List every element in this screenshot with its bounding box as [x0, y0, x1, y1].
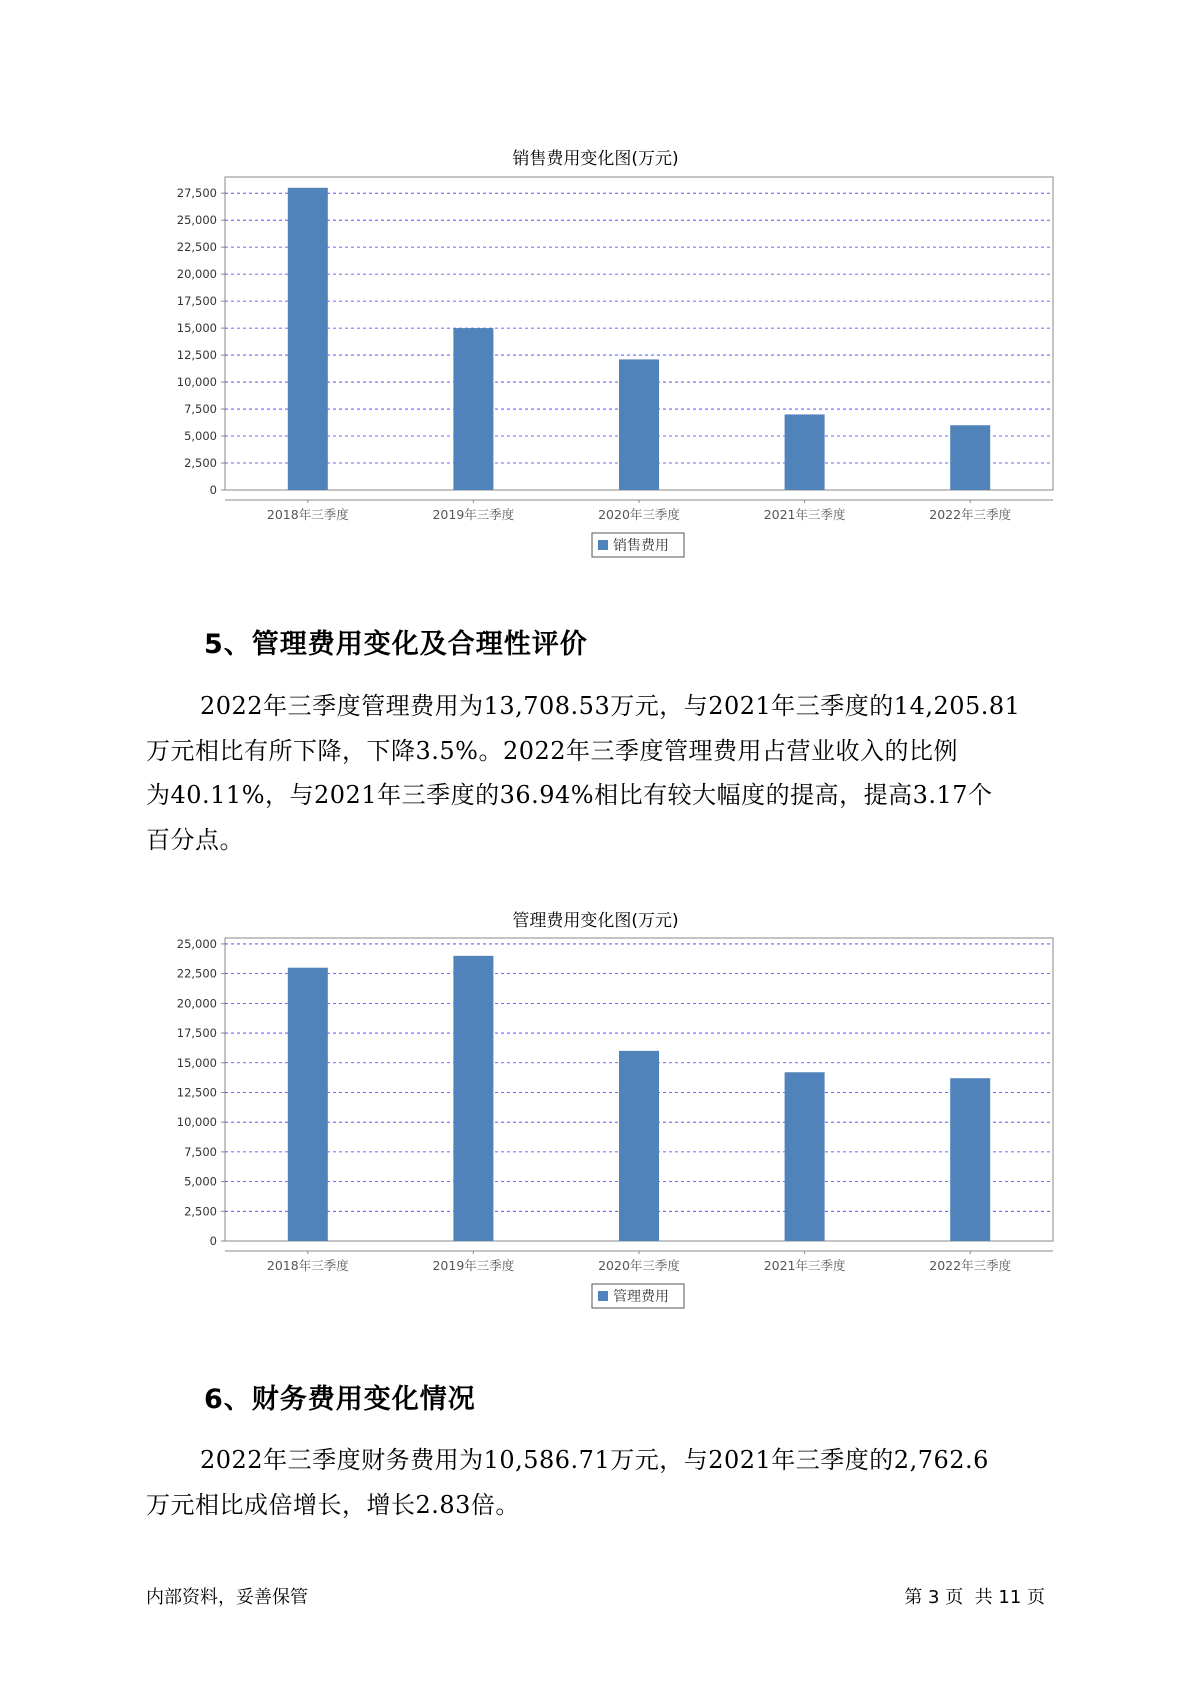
- y-tick-label: 2,500: [184, 1204, 217, 1219]
- bar: [950, 425, 990, 490]
- y-tick-label: 20,000: [176, 267, 217, 282]
- paragraph-line: 百分点。: [146, 825, 244, 854]
- y-tick-label: 17,500: [176, 294, 217, 309]
- bar: [453, 956, 493, 1241]
- x-tick-label: 2019年三季度: [432, 1258, 515, 1273]
- legend-label: 销售费用: [613, 538, 669, 554]
- y-tick-label: 25,000: [176, 213, 217, 228]
- bar: [785, 414, 825, 490]
- x-tick-label: 2020年三季度: [598, 507, 680, 522]
- section-heading-management-expense: 5、管理费用变化及合理性评价: [204, 629, 588, 660]
- bar: [453, 328, 493, 490]
- x-tick-label: 2022年三季度: [929, 1258, 1012, 1273]
- footer-confidential-note: 内部资料，妥善保管: [146, 1587, 308, 1608]
- y-tick-label: 10,000: [176, 1115, 217, 1130]
- management-expense-chart: [160, 936, 1060, 1346]
- y-tick-label: 2,500: [184, 456, 217, 471]
- bar: [619, 359, 659, 490]
- paragraph-line: 2022年三季度管理费用为13,708.53万元，与2021年三季度的14,205.81: [200, 692, 1021, 720]
- y-tick-label: 17,500: [176, 1026, 217, 1041]
- section-heading-finance-expense: 6、财务费用变化情况: [204, 1384, 476, 1415]
- y-tick-label: 12,500: [176, 1085, 217, 1100]
- y-tick-label: 25,000: [176, 936, 217, 951]
- y-tick-label: 5,000: [184, 429, 217, 444]
- y-tick-label: 15,000: [176, 1055, 217, 1070]
- y-tick-label: 15,000: [176, 321, 217, 336]
- x-tick-label: 2021年三季度: [763, 1258, 846, 1273]
- x-tick-label: 2022年三季度: [929, 507, 1012, 522]
- paragraph-line: 2022年三季度财务费用为10,586.71万元，与2021年三季度的2,762.6: [200, 1446, 989, 1474]
- management-expense-paragraph: [146, 684, 1076, 862]
- sales-expense-chart-title: 销售费用变化图(万元): [512, 149, 679, 169]
- legend-label: 管理费用: [613, 1289, 669, 1305]
- y-tick-label: 0: [209, 1234, 217, 1248]
- bar: [619, 1051, 659, 1241]
- y-tick-label: 7,500: [184, 1144, 217, 1159]
- bar: [950, 1078, 990, 1241]
- finance-expense-paragraph: [146, 1438, 1076, 1527]
- y-tick-label: 0: [209, 483, 217, 497]
- x-tick-label: 2018年三季度: [266, 1258, 349, 1273]
- x-tick-label: 2020年三季度: [598, 1258, 680, 1273]
- bar: [288, 188, 328, 490]
- sales-expense-chart: [160, 175, 1060, 595]
- y-tick-label: 22,500: [176, 240, 217, 255]
- management-expense-chart-title: 管理费用变化图(万元): [512, 911, 679, 931]
- y-tick-label: 20,000: [176, 996, 217, 1011]
- legend-swatch: [598, 1291, 608, 1301]
- paragraph-line: 为40.11%，与2021年三季度的36.94%相比有较大幅度的提高，提高3.17个: [146, 781, 993, 809]
- paragraph-line: 万元相比成倍增长，增长2.83倍。: [146, 1490, 520, 1519]
- x-tick-label: 2021年三季度: [763, 507, 846, 522]
- y-tick-label: 27,500: [176, 186, 217, 201]
- y-tick-label: 10,000: [176, 375, 217, 390]
- paragraph-line: 万元相比有所下降，下降3.5%。2022年三季度管理费用占营业收入的比例: [146, 736, 959, 765]
- footer-page-number: 第 3 页 共 11 页: [904, 1587, 1045, 1608]
- x-tick-label: 2018年三季度: [266, 507, 349, 522]
- y-tick-label: 5,000: [184, 1174, 217, 1189]
- y-tick-label: 7,500: [184, 402, 217, 417]
- bar: [785, 1072, 825, 1241]
- x-tick-label: 2019年三季度: [432, 507, 515, 522]
- y-tick-label: 22,500: [176, 966, 217, 981]
- legend-swatch: [598, 540, 608, 550]
- bar: [288, 968, 328, 1241]
- y-tick-label: 12,500: [176, 348, 217, 363]
